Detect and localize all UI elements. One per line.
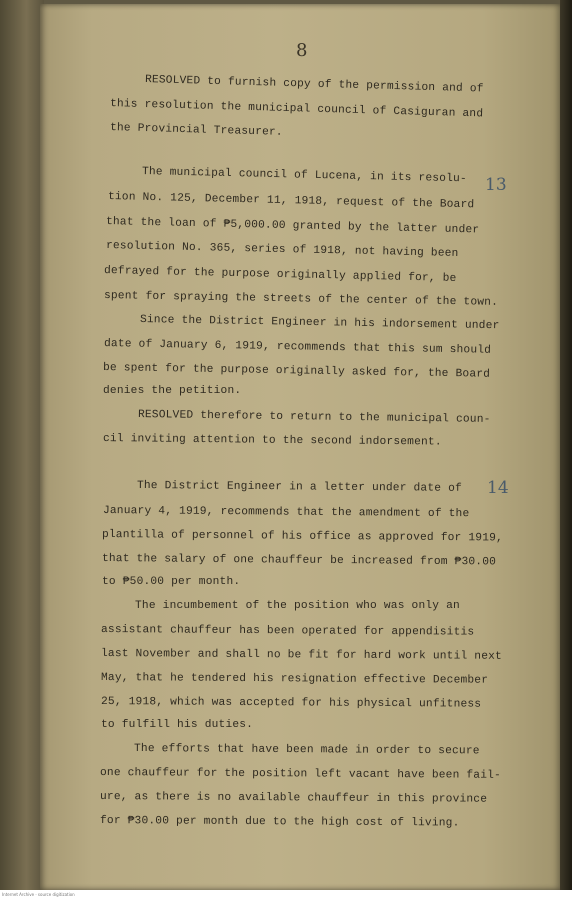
text-line: ure, as there is no available chauffeur in this province xyxy=(99,791,488,806)
footer-credit: Internet Archive · source digitization xyxy=(2,892,75,897)
text-line: for ₱30.00 per month due to the high cost of living. xyxy=(99,815,460,830)
text-line: January 4, 1919, recommends that the amendment of the xyxy=(102,505,470,521)
text-line: RESOLVED therefore to return to the municipal coun- xyxy=(137,409,491,426)
text-line: The incumbement of the position who was only an xyxy=(135,600,460,612)
text-line: be spent for the purpose originally asked for, the Board xyxy=(102,362,491,381)
text-line: The efforts that have been made in order to secure xyxy=(133,743,480,758)
text-line: one chauffeur for the position left vacant have been fail- xyxy=(99,767,502,782)
text-line: 25, 1918, which was accepted for his physical unfitness xyxy=(100,696,482,711)
text-line: May, that he tendered his resignation effective December xyxy=(100,672,489,687)
text-line: tion No. 125, December 11, 1918, request of the Board xyxy=(107,191,475,212)
text-line: the Provincial Treasurer. xyxy=(109,122,283,139)
text-line: plantilla of personnel of his office as approved for 1919, xyxy=(101,529,504,545)
text-line: RESOLVED to furnish copy of the permission and of xyxy=(144,74,484,96)
footer-strip xyxy=(0,890,572,900)
text-line: that the loan of ₱5,000.00 granted by the latter under xyxy=(105,216,480,237)
text-line: denies the petition. xyxy=(103,385,242,397)
text-line: this resolution the municipal council of Casiguran and xyxy=(109,98,484,121)
text-line: resolution No. 365, series of 1918, not having been xyxy=(105,240,459,260)
text-line: cil inviting attention to the second indorsement. xyxy=(102,433,442,449)
text-line: date of January 6, 1919, recommends that this sum should xyxy=(103,338,492,357)
text-line: to ₱50.00 per month. xyxy=(102,576,241,588)
text-line: to fulfill his duties. xyxy=(101,719,254,731)
text-line: The District Engineer in a letter under date of xyxy=(136,480,462,495)
text-line: assistant chauffeur has been operated for appendisitis xyxy=(100,624,475,639)
text-line: defrayed for the purpose originally applied for, be xyxy=(103,265,457,285)
margin-item-number-14: 14 xyxy=(487,478,509,498)
text-line: that the salary of one chauffeur be increased from ₱30.00 xyxy=(101,553,497,569)
binding-edge xyxy=(0,0,44,900)
text-line: last November and shall no be fit for hard work until next xyxy=(100,648,503,663)
text-line: spent for spraying the streets of the center of the town. xyxy=(103,290,499,309)
text-line: The municipal council of Lucena, in its resolu- xyxy=(141,166,468,186)
margin-item-number-13: 13 xyxy=(485,175,507,195)
text-line: Since the District Engineer in his indorsement under xyxy=(139,314,500,333)
page-number: 8 xyxy=(296,40,308,61)
right-shadow-edge xyxy=(560,0,572,900)
